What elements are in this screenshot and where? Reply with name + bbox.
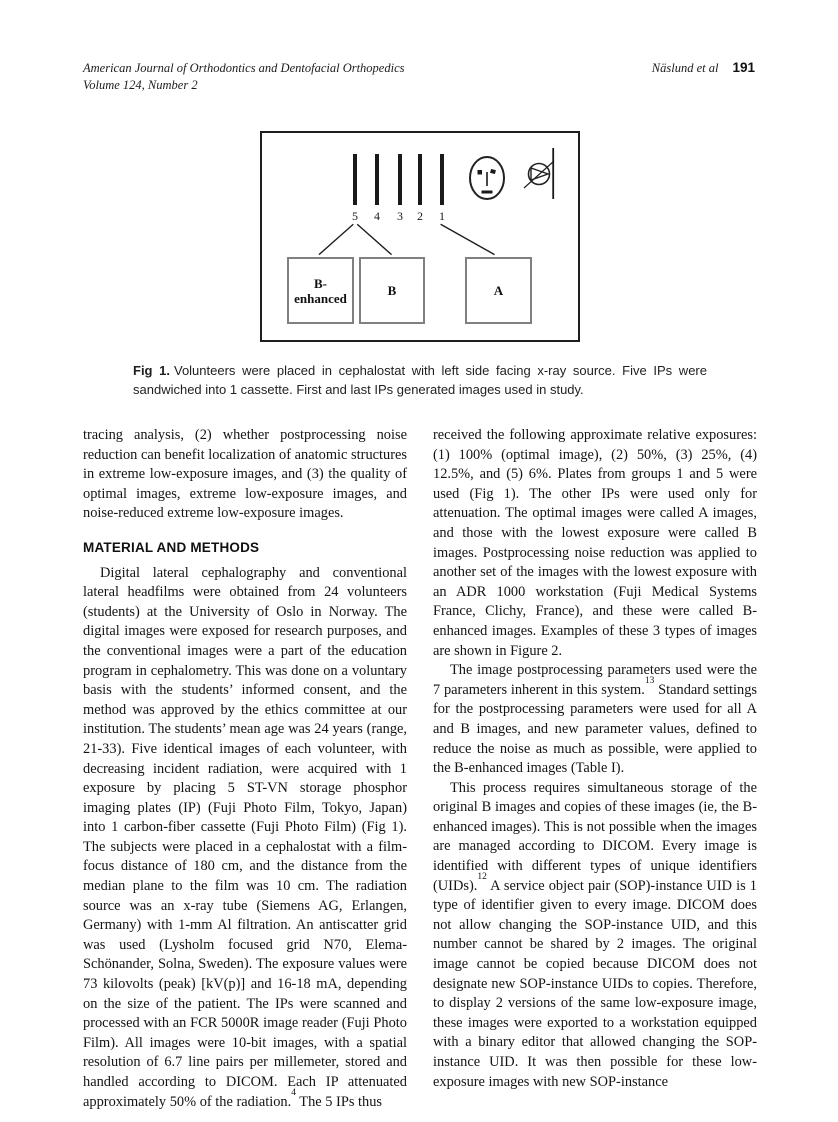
journal-citation <box>83 60 405 93</box>
paragraph-intro-continuation: tracing analysis, (2) whether postprocessing noise reduction can benefit localization of anatomic structures in extreme low-exposure images, and (3) the quality of optimal images, extreme low-exposure images, and noise-reduced extreme low-exposure images. <box>83 427 407 522</box>
figure-caption <box>133 361 707 399</box>
figure-caption-label: Fig 1. <box>133 363 170 378</box>
authors: Näslund et al <box>651 61 719 75</box>
imaging-plate-2 <box>418 154 422 205</box>
section-heading-material-and-methods: MATERIAL AND METHODS <box>83 539 260 555</box>
plate-number: 4 <box>374 209 380 223</box>
journal-title: American Journal of Orthodontics and Dentofacial Orthopedics <box>83 61 405 75</box>
face-icon <box>468 155 506 201</box>
journal-volume: Volume 124, Number 2 <box>83 77 198 92</box>
plate-number: 2 <box>417 209 423 223</box>
xray-tube-icon <box>518 146 556 201</box>
left-column <box>83 426 407 1112</box>
plate-number: 1 <box>439 209 445 223</box>
reference-superscript: 4 <box>291 1088 296 1099</box>
image-box-b-enhanced: B-enhanced <box>287 257 354 324</box>
reference-superscript: 12 <box>477 872 487 883</box>
paragraph-methods <box>83 564 407 1113</box>
text-run: The image postprocessing parameters used were the 7 parameters inherent in this system. <box>433 662 757 698</box>
text-run: Digital lateral cephalography and conventional lateral headfilms were obtained from 24 volunteers (students) at the University of Oslo in Norway. The digital images were exposed for research purposes, and the conventional images were a part of the education program in cephalometry. This was done on a voluntary basis with the students’ informed consent, and the method was approved by the ethics committee at our institution. The students’ mean age was 24 years (range, 21-33). Five identical images of each volunteer, with decreasing incident radiation, were acquired with 1 exposure by placing 5 ST-VN storage phosphor imaging plates (IP) (Fuji Photo Film, Tokyo, Japan) into 1 carbon-fiber cassette (Fuji Photo Film) (Fig 1). The subjects were placed in a cephalostat with a film-focus distance of 180 cm, and the distance from the median plane to the film was 10 cm. The radiation source was an x-ray tube (Siemens AG, Erlangen, Germany) with 1-mm Al filtration. An antiscatter grid was used (Lysholm focused grid N70, Elema-Schönander, Solna, Sweden). The exposure values were 73 kilovolts (peak) [kV(p)] and 16-18 mA, depending on the size of the patient. The IPs were scanned and processed with an FCR 5000R image reader (Fuji Photo Film). All images were 10-bit images, with a spatial resolution of 6.7 line pairs per millemeter, stored and handled according to DICOM. Each IP attenuated approximately 50% of the radiation. <box>83 564 407 1110</box>
text-run: The 5 IPs thus <box>295 1093 383 1110</box>
text-run: A service object pair (SOP)-instance UID is 1 type of identifier given to every image. DICOM does not allow changing the SOP-instance UID, and this number cannot be shared by 2 images. The original image cannot be copied because DICOM does not designate new SOP-instance UIDs to copies. Therefore, to display 2 versions of the same low-exposure image, these images were exported to a workstation equipped with a binary editor that allowed changing the SOP-instance UID. It was then possible for these low-exposure images with new SOP-instance <box>433 877 757 1090</box>
text-run: This process requires simultaneous storage of the original B images and copies of these images (ie, the B-enhanced images). This is not possible when the images are managed according to DICOM. Every image is identified with different types of unique identifiers (UIDs). <box>433 779 757 894</box>
imaging-plate-5 <box>353 154 357 205</box>
reference-superscript: 13 <box>644 676 655 687</box>
page-header <box>83 60 755 93</box>
paragraph-postprocessing <box>433 661 757 779</box>
running-head <box>652 60 755 76</box>
paragraph-dicom <box>433 779 757 1093</box>
figure-caption-text: Volunteers were placed in cephalostat with left side facing x-ray source. Five IPs were sandwiched into 1 cassette. First and last IPs generated images used in study. <box>133 363 707 397</box>
imaging-plate-4 <box>375 154 379 205</box>
imaging-plate-1 <box>440 154 444 205</box>
figure-1 <box>260 131 580 342</box>
plate-number: 3 <box>397 209 403 223</box>
right-column <box>433 426 757 1092</box>
paragraph-exposures: received the following approximate relative exposures: (1) 100% (optimal image), (2) 50%, (3) 25%, (4) 12.5%, and (5) 6%. Plates from groups 1 and 5 were used (Fig 1). The other IPs were used only for attenuation. The optimal images were called A images, and those with the lowest exposure were called B images. Postprocessing noise reduction was applied to another set of the images with the lowest exposure with an ADR 1000 workstation (Fuji Medical Systems France, Clichy, France), and these were called B-enhanced images. Examples of these 3 types of images are shown in Figure 2. <box>433 427 757 659</box>
page-number: 191 <box>732 60 755 75</box>
image-box-b: B <box>359 257 425 324</box>
text-run: Standard settings for the postprocessing parameters were used for all A and B images, and new parameter values, defined to reduce the noise as much as possible, were applied to the B-enhanced images (Table I). <box>433 681 757 777</box>
imaging-plate-3 <box>398 154 402 205</box>
plate-number: 5 <box>352 209 358 223</box>
image-box-a: A <box>465 257 532 324</box>
